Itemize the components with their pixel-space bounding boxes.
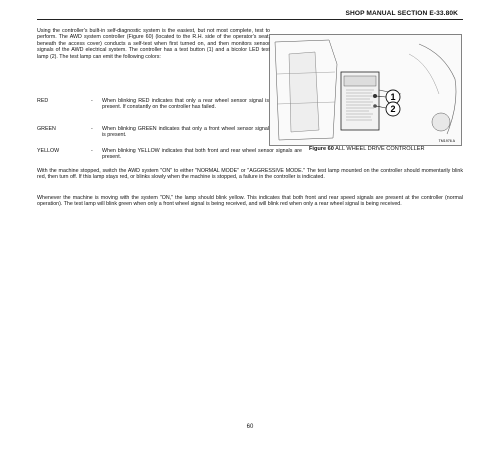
callout-1-label: 1	[390, 92, 396, 103]
section-header: SHOP MANUAL SECTION E-33.80K	[345, 10, 458, 17]
color-dash-red: -	[91, 98, 93, 104]
color-dash-green: -	[91, 126, 93, 132]
figure-caption	[309, 146, 425, 152]
color-label-yellow: YELLOW	[37, 148, 60, 154]
paragraph-3: Whenever the machine is moving with the system "ON," the lamp should blink yellow. This indicates that both front and rear speed signals are present at the controller (normal operation). The test lamp will blink green when only a front wheel signal is being received, and will blink red when only a rear wheel signal is being received.	[37, 195, 463, 208]
intro-paragraph: Using the controller's built-in self-diagnostic system is the easiest, but not most complete, test to perform. The AWD system controller (Figure 60) (located to the R.H. side of the operator's seat, beneath the access cover) conducts a self-test when first turned on, and then monitors sensor signals of the AWD electrical system. The controller has a test button (1) and a bicolor LED test lamp (2). The test lamp can emit the following colors:	[37, 28, 270, 60]
page-number: 60	[246, 424, 254, 430]
controller-label-plate	[344, 76, 376, 86]
wheel-hub	[432, 113, 450, 131]
figure-caption-text: ALL WHEEL DRIVE CONTROLLER	[335, 146, 425, 152]
color-dash-yellow: -	[91, 148, 93, 154]
awd-controller-figure	[269, 34, 462, 146]
color-desc-yellow: When blinking YELLOW indicates that both front and rear wheel sensor signals are present.	[102, 148, 302, 161]
mount-plate	[289, 52, 319, 132]
paragraph-2: With the machine stopped, switch the AWD system "ON" to either "NORMAL MODE" or "AGGRESSIVE MODE." The test lamp mounted on the controller should momentarily blink red, then turn off. If this lamp stays red, or blinks slowly when the machine is stopped, a failure in the controller is indicated.	[37, 168, 463, 181]
color-label-green: GREEN	[37, 126, 56, 132]
callout-2-label: 2	[390, 104, 396, 115]
figure-code: TM1976 A	[438, 139, 455, 143]
color-desc-green: When blinking GREEN indicates that only a front wheel sensor signal is present.	[102, 126, 269, 139]
color-desc-red: When blinking RED indicates that only a rear wheel sensor signal is present. If constantly on the controller has failed.	[102, 98, 269, 111]
figure-caption-number: Figure 60	[309, 146, 334, 152]
header-rule	[37, 19, 463, 20]
color-label-red: RED	[37, 98, 49, 104]
